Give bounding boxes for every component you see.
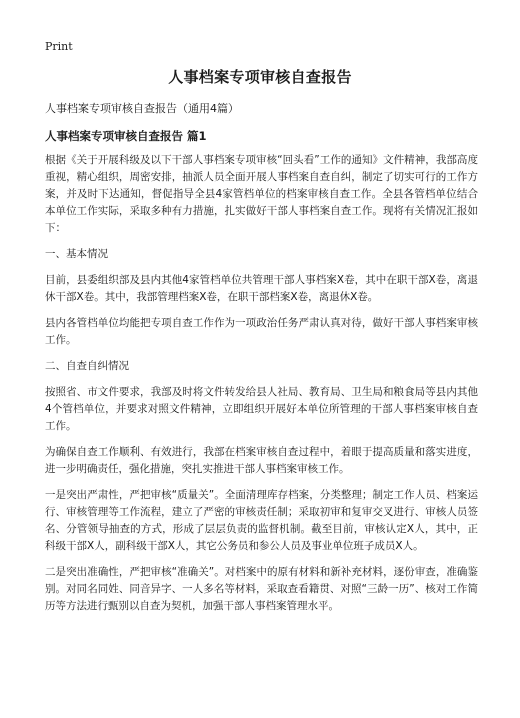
paragraph-quality-check: 一是突出严肃性，严把审核“质量关”。全面清理库存档案，分类整理；制定工作人员、档案运行、审核管理等工作流程，建立了严密的审核责任制；采取初审和复审交叉进行、审核人员签名、分管领导抽查的方式，形成了层层负责的监督机制。截至目前，审核认定X人，其中，正科级干部X人，副科级干部X人，其它公务员和参公人员及事业单位班子成员X人。 bbox=[45, 489, 478, 552]
document-body bbox=[45, 152, 478, 624]
paragraph-accuracy-check: 二是突出准确性，严把审核“准确关”。对档案中的原有材料和新补充材料，逐份审查，准确鉴别。对同名同姓、同音异字、一人多名等材料，采取查看籍贯、对照“三龄一历”、核对工作简历等方法进行甄别以自查为契机，加强干部人事档案管理水平。 bbox=[45, 566, 478, 612]
document-subtitle: 人事档案专项审核自查报告（通用4篇） bbox=[45, 102, 239, 115]
print-link[interactable]: Print bbox=[45, 40, 73, 53]
document-title: 人事档案专项审核自查报告 bbox=[168, 68, 352, 86]
paragraph-intro: 根据《关于开展科级及以下干部人事档案专项审核“回头看”工作的通知》文件精神，我部高度重视，精心组织，周密安排，抽派人员全面开展人事档案自查自纠，制定了切实可行的工作方案，并及时下达通知，督促指导全县4家管档单位的档案审核自查工作。全县各管档单位结合本单位工作实际，采取多种有力措施，扎实做好干部人事档案自查工作。现将有关情况汇报如下： bbox=[45, 154, 478, 234]
paragraph-ensure-progress: 为确保自查工作顺利、有效进行，我部在档案审核自查过程中，着眼于提高质量和落实进度，进一步明确责任，强化措施，突扎实推进干部人事档案审核工作。 bbox=[45, 446, 478, 475]
heading-basic-situation: 一、基本情况 bbox=[45, 248, 108, 260]
paragraph-archive-counts: 目前，县委组织部及县内其他4家管档单位共管理干部人事档案X卷，其中在职干部X卷，离退休干部X卷。其中，我部管理档案X卷，在职干部档案X卷，离退休X卷。 bbox=[45, 274, 478, 303]
heading-self-inspection: 二、自查自纠情况 bbox=[45, 360, 129, 372]
section-heading: 人事档案专项审核自查报告 篇1 bbox=[45, 129, 207, 143]
paragraph-political-task: 县内各管档单位均能把专项自查工作作为一项政治任务严肃认真对待，做好干部人事档案审核工作。 bbox=[45, 317, 478, 346]
paragraph-requirements: 按照省、市文件要求，我部及时将文件转发给县人社局、教育局、卫生局和粮食局等县内其他4个管档单位，并要求对照文件精神，立即组织开展好本单位所管理的干部人事档案审核自查工作。 bbox=[45, 386, 478, 432]
